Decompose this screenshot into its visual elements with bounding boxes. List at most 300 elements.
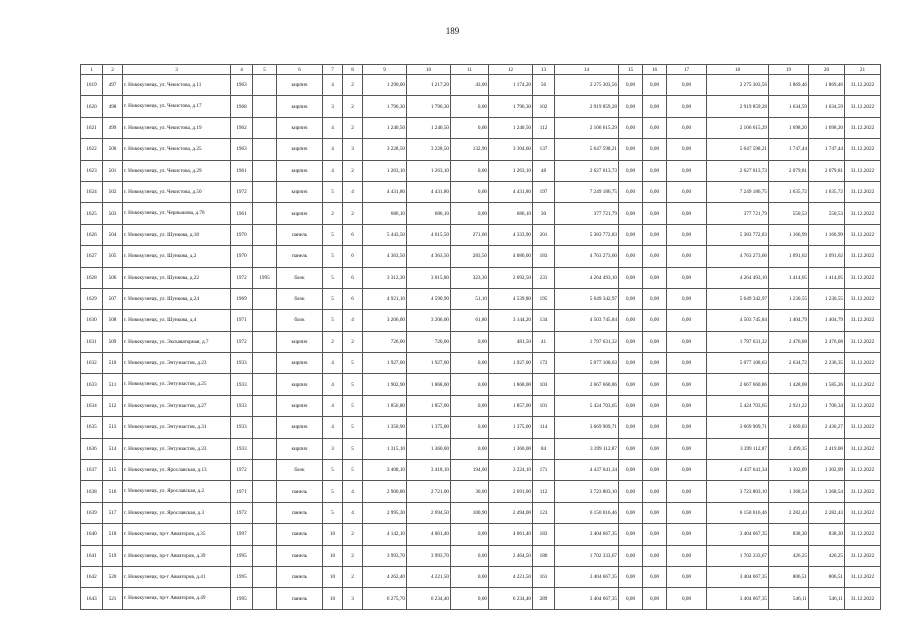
table-cell-col-17: 0,00 <box>667 288 707 309</box>
table-cell-col-17: 0,00 <box>667 417 707 438</box>
table-row <box>81 588 881 609</box>
table-cell-col-2: 505 <box>103 246 123 267</box>
table-cell-col-17: 0,00 <box>667 267 707 288</box>
table-cell-col-9: 1 856,80 <box>363 395 407 416</box>
table-cell-col-14: 3 404 667,35 <box>555 588 619 609</box>
table-cell-col-8: 2 <box>343 331 363 352</box>
table-cell-col-21: 31.12.2022 <box>845 524 881 545</box>
table-cell-col-21: 31.12.2022 <box>845 288 881 309</box>
table-cell-col-15: 0,00 <box>619 310 643 331</box>
table-cell-col-9: 1 263,10 <box>363 160 407 181</box>
table-cell-col-21: 31.12.2022 <box>845 481 881 502</box>
table-cell-col-3: г. Новокузнецк, ул. Экскаваторная, д.7 <box>123 331 231 352</box>
table-cell-col-9: 1 290,00 <box>363 75 407 96</box>
table-cell-col-5 <box>253 181 277 202</box>
table-cell-col-2: 507 <box>103 288 123 309</box>
table-cell-col-2: 500 <box>103 139 123 160</box>
table-cell-col-14: 3 723 803,10 <box>555 481 619 502</box>
table-cell-col-13: 201 <box>533 224 555 245</box>
table-cell-col-3: г. Новокузнецк, ул. Ярославская, д.13 <box>123 460 231 481</box>
table-cell-col-4: 1997 <box>231 524 253 545</box>
table-cell-col-9: 6 275,70 <box>363 588 407 609</box>
table-cell-col-11: 0,00 <box>451 545 489 566</box>
table-row <box>81 395 881 416</box>
table-cell-col-9: 726,00 <box>363 331 407 352</box>
table-cell-col-11: 0,00 <box>451 181 489 202</box>
table-cell-col-13: 172 <box>533 353 555 374</box>
table-cell-col-7: 10 <box>323 588 343 609</box>
column-header-10: 10 <box>407 65 451 75</box>
table-cell-col-8: 6 <box>343 224 363 245</box>
table-cell-col-15: 0,00 <box>619 417 643 438</box>
table-cell-col-11: 51,10 <box>451 288 489 309</box>
table-cell-col-16: 0,00 <box>643 203 667 224</box>
table-cell-col-21: 31.12.2022 <box>845 545 881 566</box>
table-cell-col-13: 231 <box>533 267 555 288</box>
table-cell-col-2: 504 <box>103 224 123 245</box>
table-cell-col-19: 1 869,46 <box>769 75 809 96</box>
table-cell-col-16: 0,00 <box>643 395 667 416</box>
table-cell-col-4: 1970 <box>231 224 253 245</box>
table-cell-col-14: 4 503 745,84 <box>555 310 619 331</box>
table-cell-col-9: 4 363,50 <box>363 246 407 267</box>
table-cell-col-8: 6 <box>343 267 363 288</box>
table-cell-col-19: 2 499,35 <box>769 438 809 459</box>
table-cell-col-7: 5 <box>323 310 343 331</box>
table-cell-col-5 <box>253 374 277 395</box>
table-cell-col-20: 1 302,09 <box>809 460 845 481</box>
table-cell-col-9: 3 408,10 <box>363 460 407 481</box>
table-cell-col-6: кирпич <box>277 203 323 224</box>
column-header-11: 11 <box>451 65 489 75</box>
table-cell-col-16: 0,00 <box>643 139 667 160</box>
table-cell-col-10: 4 363,50 <box>407 246 451 267</box>
table-cell-col-5: 1995 <box>253 267 277 288</box>
table-cell-col-17: 0,00 <box>667 224 707 245</box>
table-cell-col-17: 0,00 <box>667 160 707 181</box>
table-cell-col-11: 283,50 <box>451 246 489 267</box>
table-cell-col-13: 180 <box>533 545 555 566</box>
table-cell-col-9: 4 431,80 <box>363 181 407 202</box>
table-cell-col-11: 100,90 <box>451 502 489 523</box>
table-cell-col-11: 0,00 <box>451 566 489 587</box>
table-cell-col-16: 0,00 <box>643 160 667 181</box>
table-cell-col-14: 5 424 703,65 <box>555 395 619 416</box>
table-cell-col-6: кирпич <box>277 75 323 96</box>
table-cell-col-5 <box>253 139 277 160</box>
page-number: 189 <box>445 26 460 36</box>
table-cell-col-19: 1 302,09 <box>769 460 809 481</box>
table-cell-col-11: 0,00 <box>451 117 489 138</box>
table-cell-col-11: 0,00 <box>451 160 489 181</box>
table-cell-col-16: 0,00 <box>643 374 667 395</box>
table-cell-col-16: 0,00 <box>643 117 667 138</box>
table-cell-col-6: панель <box>277 481 323 502</box>
table-cell-col-7: 3 <box>323 96 343 117</box>
table-cell-col-14: 5 077 108,63 <box>555 353 619 374</box>
table-cell-col-13: 171 <box>533 460 555 481</box>
table-cell-col-16: 0,00 <box>643 246 667 267</box>
table-cell-col-21: 31.12.2022 <box>845 588 881 609</box>
table-cell-col-17: 0,00 <box>667 331 707 352</box>
column-header-1: 1 <box>81 65 103 75</box>
table-cell-col-18: 2 919 859,28 <box>707 96 769 117</box>
table-cell-col-21: 31.12.2022 <box>845 566 881 587</box>
table-cell-col-19: 806,51 <box>769 566 809 587</box>
table-cell-col-18: 2 106 615,29 <box>707 117 769 138</box>
table-cell-col-1: 1626 <box>81 224 103 245</box>
column-header-13: 13 <box>533 65 555 75</box>
table-cell-col-17: 0,00 <box>667 566 707 587</box>
table-row <box>81 203 881 224</box>
table-cell-col-4: 1972 <box>231 331 253 352</box>
table-cell-col-18: 6 150 016,46 <box>707 502 769 523</box>
table-cell-col-7: 4 <box>323 395 343 416</box>
table-cell-col-13: 195 <box>533 288 555 309</box>
table-cell-col-8: 2 <box>343 566 363 587</box>
table-cell-col-21: 31.12.2022 <box>845 502 881 523</box>
table-cell-col-5 <box>253 160 277 181</box>
table-row <box>81 246 881 267</box>
table-cell-col-8: 4 <box>343 310 363 331</box>
table-cell-col-17: 0,00 <box>667 588 707 609</box>
table-row <box>81 224 881 245</box>
table-cell-col-16: 0,00 <box>643 417 667 438</box>
table-cell-col-19: 1 368,54 <box>769 481 809 502</box>
table-cell-col-18: 4 763 273,60 <box>707 246 769 267</box>
table-cell-col-4: 1933 <box>231 353 253 374</box>
table-cell-col-5 <box>253 502 277 523</box>
table-cell-col-8: 2 <box>343 117 363 138</box>
table-cell-col-21: 31.12.2022 <box>845 203 881 224</box>
table-cell-col-19: 426,25 <box>769 545 809 566</box>
table-cell-col-14: 5 383 772,83 <box>555 224 619 245</box>
table-cell-col-16: 0,00 <box>643 588 667 609</box>
table-cell-col-19: 1 634,59 <box>769 96 809 117</box>
table-cell-col-1: 1628 <box>81 267 103 288</box>
table-cell-col-21: 31.12.2022 <box>845 224 881 245</box>
table-cell-col-8: 5 <box>343 438 363 459</box>
table-cell-col-14: 4 437 641,34 <box>555 460 619 481</box>
table-cell-col-8: 4 <box>343 181 363 202</box>
table-cell-col-12: 1 868,00 <box>489 374 533 395</box>
table-cell-col-6: панель <box>277 246 323 267</box>
table-cell-col-18: 5 649 342,97 <box>707 288 769 309</box>
table-cell-col-2: 513 <box>103 417 123 438</box>
table-cell-col-20: 1 706,34 <box>809 395 845 416</box>
table-cell-col-1: 1634 <box>81 395 103 416</box>
table-cell-col-14: 2 627 013,73 <box>555 160 619 181</box>
table-cell-col-10: 1 217,20 <box>407 75 451 96</box>
table-cell-col-18: 3 399 112,87 <box>707 438 769 459</box>
table-cell-col-12: 3 144,20 <box>489 310 533 331</box>
table-cell-col-5 <box>253 117 277 138</box>
table-cell-col-2: 497 <box>103 75 123 96</box>
table-cell-col-11: 0,00 <box>451 588 489 609</box>
table-cell-col-15: 0,00 <box>619 96 643 117</box>
table-cell-col-9: 3 228,50 <box>363 139 407 160</box>
table-cell-col-14: 5 647 598,21 <box>555 139 619 160</box>
table-cell-col-6: блок <box>277 288 323 309</box>
table-cell-col-20: 1 414,05 <box>809 267 845 288</box>
table-cell-col-1: 1639 <box>81 502 103 523</box>
table-cell-col-4: 1995 <box>231 566 253 587</box>
table-cell-col-15: 0,00 <box>619 438 643 459</box>
table-cell-col-5 <box>253 224 277 245</box>
table-cell-col-4: 1995 <box>231 545 253 566</box>
table-cell-col-5 <box>253 288 277 309</box>
table-cell-col-13: 134 <box>533 310 555 331</box>
table-cell-col-13: 41 <box>533 331 555 352</box>
table-row <box>81 566 881 587</box>
table-cell-col-15: 0,00 <box>619 117 643 138</box>
table-cell-col-16: 0,00 <box>643 331 667 352</box>
table-row <box>81 374 881 395</box>
table-cell-col-5 <box>253 460 277 481</box>
table-cell-col-10: 1 927,00 <box>407 353 451 374</box>
table-cell-col-4: 1933 <box>231 438 253 459</box>
table-cell-col-7: 4 <box>323 75 343 96</box>
table-cell-col-3: г. Новокузнецк, ул. Энтузиастов, д.31 <box>123 417 231 438</box>
table-cell-col-20: 1 166,99 <box>809 224 845 245</box>
table-cell-col-3: г. Новокузнецк, ул. Шункова, д.18 <box>123 224 231 245</box>
table-cell-col-12: 1 240,50 <box>489 117 533 138</box>
table-cell-col-4: 1971 <box>231 481 253 502</box>
table-cell-col-13: 30 <box>533 203 555 224</box>
table-cell-col-8: 5 <box>343 374 363 395</box>
table-cell-col-4: 1963 <box>231 139 253 160</box>
table-row <box>81 438 881 459</box>
table-cell-col-3: г. Новокузнецк, ул. Чекистова, д.25 <box>123 139 231 160</box>
table-cell-col-17: 0,00 <box>667 75 707 96</box>
table-cell-col-5 <box>253 96 277 117</box>
table-cell-col-21: 31.12.2022 <box>845 438 881 459</box>
table-cell-col-2: 506 <box>103 267 123 288</box>
table-cell-col-18: 5 077 108,63 <box>707 353 769 374</box>
table-cell-col-9: 4 142,10 <box>363 524 407 545</box>
column-header-18: 18 <box>707 65 769 75</box>
table-cell-col-16: 0,00 <box>643 502 667 523</box>
table-cell-col-1: 1631 <box>81 331 103 352</box>
table-cell-col-17: 0,00 <box>667 545 707 566</box>
table-cell-col-18: 3 404 667,35 <box>707 524 769 545</box>
table-cell-col-17: 0,00 <box>667 96 707 117</box>
table-cell-col-8: 5 <box>343 417 363 438</box>
table-cell-col-21: 31.12.2022 <box>845 181 881 202</box>
table-cell-col-4: 1971 <box>231 310 253 331</box>
table-cell-col-15: 0,00 <box>619 181 643 202</box>
column-number-row <box>81 65 881 75</box>
table-cell-col-21: 31.12.2022 <box>845 460 881 481</box>
table-cell-col-10: 4 590,90 <box>407 288 451 309</box>
table-cell-col-8: 2 <box>343 524 363 545</box>
table-cell-col-5 <box>253 310 277 331</box>
table-cell-col-19: 2 476,08 <box>769 331 809 352</box>
table-cell-col-12: 3 224,10 <box>489 460 533 481</box>
table-cell-col-18: 1 702 333,67 <box>707 545 769 566</box>
table-cell-col-7: 4 <box>323 160 343 181</box>
table-cell-col-3: г. Новокузнецк, ул. Ярославская, д.3 <box>123 502 231 523</box>
table-cell-col-20: 550,53 <box>809 203 845 224</box>
table-cell-col-10: 3 418,10 <box>407 460 451 481</box>
table-cell-col-6: кирпич <box>277 438 323 459</box>
table-cell-col-18: 3 404 667,35 <box>707 588 769 609</box>
table-cell-col-2: 512 <box>103 395 123 416</box>
table-cell-col-11: 0,00 <box>451 203 489 224</box>
table-cell-col-6: блок <box>277 310 323 331</box>
table-cell-col-3: г. Новокузнецк, ул. Чекистова, д.17 <box>123 96 231 117</box>
table-cell-col-11: 0,00 <box>451 96 489 117</box>
table-cell-col-11: 0,00 <box>451 395 489 416</box>
table-cell-col-3: г. Новокузнецк, ул. Энтузиастов, д.27 <box>123 395 231 416</box>
table-cell-col-8: 2 <box>343 96 363 117</box>
table-cell-col-8: 4 <box>343 502 363 523</box>
table-cell-col-4: 1933 <box>231 417 253 438</box>
table-cell-col-3: г. Новокузнецк, ул. Шункова, д.2 <box>123 246 231 267</box>
table-cell-col-1: 1627 <box>81 246 103 267</box>
table-cell-col-4: 1961 <box>231 160 253 181</box>
table-row <box>81 160 881 181</box>
table-cell-col-7: 5 <box>323 288 343 309</box>
table-row <box>81 524 881 545</box>
table-cell-col-21: 31.12.2022 <box>845 395 881 416</box>
table-cell-col-9: 5 443,50 <box>363 224 407 245</box>
table-cell-col-10: 3 993,70 <box>407 545 451 566</box>
table-row <box>81 310 881 331</box>
table-cell-col-10: 1 240,50 <box>407 117 451 138</box>
table-cell-col-6: панель <box>277 224 323 245</box>
table-cell-col-4: 1933 <box>231 395 253 416</box>
table-cell-col-18: 3 404 667,35 <box>707 566 769 587</box>
table-cell-col-13: 183 <box>533 246 555 267</box>
table-cell-col-19: 1 698,20 <box>769 117 809 138</box>
table-cell-col-12: 2 692,50 <box>489 267 533 288</box>
table-cell-col-10: 4 615,50 <box>407 224 451 245</box>
table-cell-col-5 <box>253 417 277 438</box>
table-cell-col-18: 2 627 013,73 <box>707 160 769 181</box>
table-cell-col-10: 1 360,00 <box>407 438 451 459</box>
table-cell-col-16: 0,00 <box>643 310 667 331</box>
table-cell-col-15: 0,00 <box>619 331 643 352</box>
table-cell-col-12: 1 360,00 <box>489 438 533 459</box>
table-cell-col-8: 4 <box>343 481 363 502</box>
table-cell-col-6: кирпич <box>277 160 323 181</box>
table-cell-col-10: 2 694,50 <box>407 502 451 523</box>
table-row <box>81 460 881 481</box>
table-cell-col-16: 0,00 <box>643 288 667 309</box>
table-cell-col-21: 31.12.2022 <box>845 75 881 96</box>
table-cell-col-1: 1623 <box>81 160 103 181</box>
table-cell-col-12: 6 234,40 <box>489 588 533 609</box>
table-cell-col-19: 1 166,99 <box>769 224 809 245</box>
table-cell-col-8: 5 <box>343 353 363 374</box>
table-cell-col-21: 31.12.2022 <box>845 117 881 138</box>
table-cell-col-2: 514 <box>103 438 123 459</box>
table-cell-col-18: 5 424 703,65 <box>707 395 769 416</box>
table-cell-col-17: 0,00 <box>667 460 707 481</box>
table-cell-col-7: 5 <box>323 481 343 502</box>
table-cell-col-4: 1961 <box>231 203 253 224</box>
table-cell-col-2: 519 <box>103 545 123 566</box>
table-cell-col-2: 501 <box>103 160 123 181</box>
table-cell-col-13: 112 <box>533 481 555 502</box>
table-cell-col-17: 0,00 <box>667 353 707 374</box>
table-cell-col-19: 1 404,79 <box>769 310 809 331</box>
column-header-15: 15 <box>619 65 643 75</box>
table-cell-col-13: 84 <box>533 438 555 459</box>
table-cell-col-10: 6 234,40 <box>407 588 451 609</box>
table-row <box>81 139 881 160</box>
table-cell-col-17: 0,00 <box>667 246 707 267</box>
table-cell-col-5 <box>253 524 277 545</box>
table-cell-col-8: 3 <box>343 588 363 609</box>
table-cell-col-6: кирпич <box>277 181 323 202</box>
table-cell-col-19: 2 079,81 <box>769 160 809 181</box>
column-header-21: 21 <box>845 65 881 75</box>
table-cell-col-18: 5 383 772,83 <box>707 224 769 245</box>
table-cell-col-17: 0,00 <box>667 117 707 138</box>
table-cell-col-5 <box>253 75 277 96</box>
table-cell-col-8: 6 <box>343 288 363 309</box>
table-cell-col-14: 6 150 016,46 <box>555 502 619 523</box>
table-cell-col-2: 516 <box>103 481 123 502</box>
table-cell-col-1: 1620 <box>81 96 103 117</box>
column-header-2: 2 <box>103 65 123 75</box>
table-cell-col-9: 3 312,30 <box>363 267 407 288</box>
table-cell-col-12: 4 333,90 <box>489 224 533 245</box>
table-cell-col-21: 31.12.2022 <box>845 246 881 267</box>
table-cell-col-9: 4 921,10 <box>363 288 407 309</box>
table-cell-col-13: 112 <box>533 117 555 138</box>
column-header-9: 9 <box>363 65 407 75</box>
table-cell-col-1: 1637 <box>81 460 103 481</box>
table-cell-col-10: 3 206,00 <box>407 310 451 331</box>
table-cell-col-18: 4 503 745,84 <box>707 310 769 331</box>
table-cell-col-17: 0,00 <box>667 438 707 459</box>
table-cell-col-13: 48 <box>533 160 555 181</box>
table-cell-col-20: 2 436,27 <box>809 417 845 438</box>
table-cell-col-6: кирпич <box>277 395 323 416</box>
table-cell-col-11: 194,00 <box>451 460 489 481</box>
table-cell-col-17: 0,00 <box>667 203 707 224</box>
table-cell-col-16: 0,00 <box>643 224 667 245</box>
column-header-20: 20 <box>809 65 845 75</box>
table-cell-col-8: 2 <box>343 545 363 566</box>
table-cell-col-20: 1 869,46 <box>809 75 845 96</box>
table-cell-col-1: 1641 <box>81 545 103 566</box>
table-cell-col-1: 1632 <box>81 353 103 374</box>
table-cell-col-14: 3 404 667,35 <box>555 566 619 587</box>
table-cell-col-7: 10 <box>323 566 343 587</box>
table-cell-col-16: 0,00 <box>643 460 667 481</box>
table-cell-col-18: 5 647 598,21 <box>707 139 769 160</box>
table-cell-col-5 <box>253 588 277 609</box>
table-cell-col-14: 3 669 909,71 <box>555 417 619 438</box>
table-cell-col-20: 838,30 <box>809 524 845 545</box>
table-cell-col-16: 0,00 <box>643 75 667 96</box>
table-cell-col-13: 137 <box>533 139 555 160</box>
table-cell-col-2: 520 <box>103 566 123 587</box>
table-cell-col-12: 2 691,00 <box>489 481 533 502</box>
table-cell-col-21: 31.12.2022 <box>845 267 881 288</box>
table-cell-col-13: 101 <box>533 395 555 416</box>
table-cell-col-15: 0,00 <box>619 246 643 267</box>
table-cell-col-2: 503 <box>103 203 123 224</box>
table-cell-col-12: 1 375,00 <box>489 417 533 438</box>
table-cell-col-16: 0,00 <box>643 96 667 117</box>
table-cell-col-6: блок <box>277 267 323 288</box>
table-cell-col-8: 2 <box>343 75 363 96</box>
